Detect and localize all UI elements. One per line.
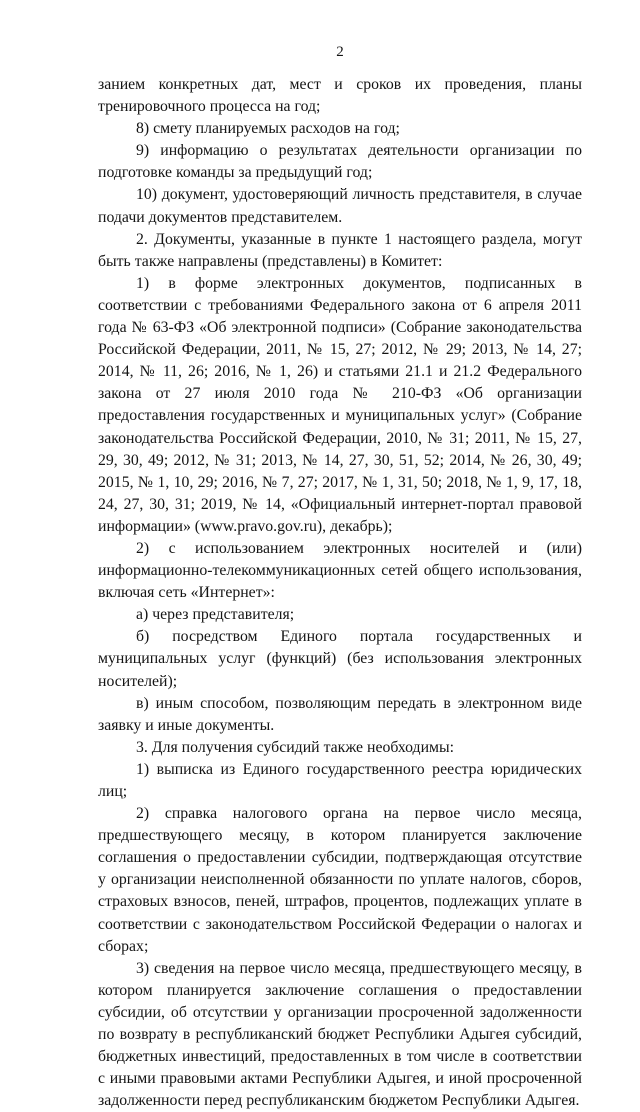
paragraph-section-2: 2. Документы, указанные в пункте 1 настоящего раздела, могут быть также направлены (представлены) в Комитет: [98, 230, 582, 270]
paragraph-registry-extract: 1) выписка из Единого государственного реестра юридических лиц; [98, 760, 582, 800]
paragraph-item-8: 8) смету планируемых расходов на год; [136, 120, 400, 138]
paragraph-via-representative: а) через представителя; [136, 606, 295, 624]
paragraph-debt-information: 3) сведения на первое число месяца, предшествующего месяцу, в котором планируется заключение соглашения о предоставлении субсидии, об отсутствии у организации просроченной задолженности по возврату в республиканский бюджет Республики Адыгея субсидий, бюджетных инвестиций, предоставленных в том числе в соответствии с иными правовыми актами Республики Адыгея, и иной просроченной задолженности перед республиканским бюджетом Республики Адыгея. [98, 959, 582, 1110]
paragraph-tax-certificate: 2) справка налогового органа на первое число месяца, предшествующего месяцу, в котором планируется заключение соглашения о предоставлении субсидии, подтверждающая отсутствие у организации неисполненной обязанности по уплате налогов, сборов, страховых взносов, пеней, штрафов, процентов, подлежащих уплате в соответствии с законодательством Российской Федерации о налогах и сборах; [98, 805, 582, 955]
paragraph-electronic-documents: 1) в форме электронных документов, подписанных в соответствии с требованиями Федерального закона от 6 апреля 2011 года № 63-ФЗ «Об электронной подписи» (Собрание законодательства Российской Федерации, 2011, № 15, 27; 2012, № 29; 2013, № 14, 27; 2014, № 11, 26; 2016, № 1, 26) и статьями 21.1 и 21.2 Федерального закона от 27 июля 2010 года № 210-ФЗ «Об организации предоставления государственных и муниципальных услуг» (Собрание законодательства Российской Федерации, 2010, № 31; 2011, № 15, 27, 29, 30, 49; 2012, № 31; 2013, № 14, 27, 30, 51, 52; 2014, № 26, 30, 49; 2015, № 1, 10, 29; 2016, № 7, 27; 2017, № 1, 31, 50; 2018, № 1, 9, 17, 18, 24, 27, 30, 31; 2019, № 14, «Официальный интернет-портал правовой информации» (www.pravo.gov.ru), декабрь); [98, 274, 582, 535]
paragraph-continuation: занием конкретных дат, мест и сроков их проведения, планы тренировочного процесса на год; [98, 76, 582, 116]
paragraph-electronic-media: 2) с использованием электронных носителей и (или) информационно-телекоммуникационных сетей общего использования, включая сеть «Интернет»: [98, 539, 582, 602]
paragraph-section-3: 3. Для получения субсидий также необходимы: [136, 738, 455, 756]
paragraph-item-9: 9) информацию о результатах деятельности организации по подготовке команды за предыдущий год; [98, 142, 582, 182]
paragraph-other-method: в) иным способом, позволяющим передать в электронном виде заявку и иные документы. [98, 694, 582, 734]
body-text [98, 74, 582, 1112]
paragraph-item-10: 10) документ, удостоверяющий личность представителя, в случае подачи документов представителем. [98, 186, 582, 226]
paragraph-via-portal: б) посредством Единого портала государственных и муниципальных услуг (функций) (без использования электронных носителей); [98, 628, 582, 690]
page-number: 2 [336, 44, 344, 60]
